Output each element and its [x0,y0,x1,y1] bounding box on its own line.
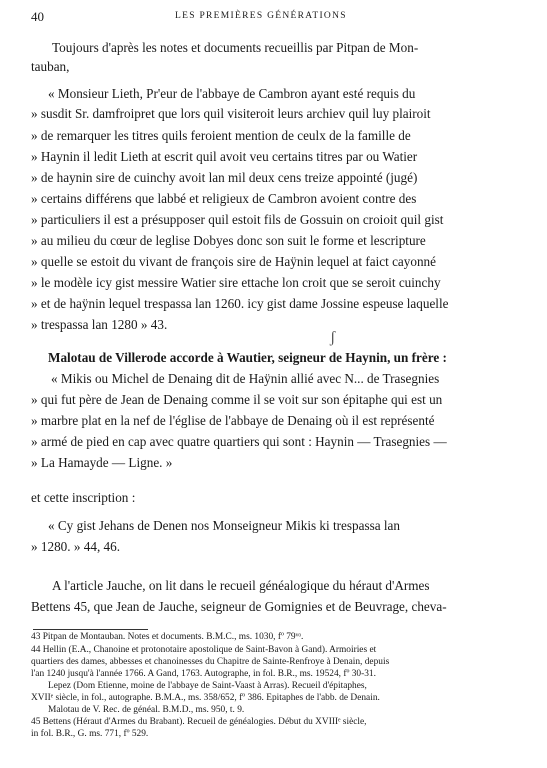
body-line: » et de haÿnin lequel trespassa lan 1260. icy gist dame Jossine espeuse laquelle [31,296,449,311]
footnote-line: l'an 1240 jusqu'à l'année 1766. A Gand, 1763. Autographe, in fol. B.R., ms. 19524, fº 30-31. [31,669,376,679]
footnote-line: Lepez (Dom Etienne, moine de l'abbaye de Saint-Vaast à Arras). Recueil d'épitaphes, [48,681,367,691]
footnote-line: Malotau de V. Rec. de généal. B.M.D., ms. 950, t. 9. [48,705,245,715]
page-number: 40 [31,9,44,24]
body-line: et cette inscription : [31,490,136,505]
body-line: A l'article Jauche, on lit dans le recueil généalogique du héraut d'Armes [52,578,430,593]
body-line: « Cy gist Jehans de Denen nos Monseigneur Mikis ki trespassa lan [48,518,400,533]
body-line: » armé de pied en cap avec quatre quartiers qui sont : Haynin — Trasegnies — [31,434,447,449]
footnote-rule [33,629,148,630]
footnote-line: 43 Pitpan de Montauban. Notes et documents. B.M.C., ms. 1030, fº 79ᵛᵒ. [31,632,304,642]
footnote-line: XVIIᵉ siècle, in fol., autographe. B.M.A., ms. 358/652, fº 386. Epitaphes de l'abb. de Denain. [31,693,380,703]
body-line: Bettens 45, que Jean de Jauche, seigneur de Gomignies et de Beuvrage, cheva- [31,599,447,614]
body-line: tauban, [31,59,70,74]
body-line: » marbre plat en la nef de l'église de l'abbaye de Denaing où il est représenté [31,413,435,428]
footnote-line: 44 Hellin (E.A., Chanoine et protonotaire apostolique de Saint-Bavon à Gand). Armoiries et [31,645,377,655]
footnote-line: quartiers des dames, abbesses et chanoinesses du Chapitre de Sainte-Renfroye à Denain, depuis [31,657,390,667]
body-line: » trespassa lan 1280 » 43. [31,317,168,332]
body-line: » le modèle icy gist messire Watier sire ettache lon croit que se seroit cuinchy [31,275,441,290]
body-line: « Mikis ou Michel de Denaing dit de Haÿnin allié avec N... de Trasegnies [51,371,440,386]
body-line: Malotau de Villerode accorde à Wautier, seigneur de Haynin, un frère : [48,350,447,365]
body-line: » Haynin il ledit Lieth at escrit quil avoit veu certains titres par ou Watier [31,149,418,164]
body-line: » 1280. » 44, 46. [31,539,121,554]
body-line: » au milieu du cœur de leglise Dobyes donc son suit le forme et lescripture [31,233,426,248]
footnote-line: 45 Bettens (Héraut d'Armes du Brabant). Recueil de généalogies. Début du XVIIIᵉ siècle, [31,717,367,727]
running-header: LES PREMIÈRES GÉNÉRATIONS [175,11,347,21]
footnote-line: in fol. B.R., G. ms. 771, fº 529. [31,729,149,739]
body-line: » susdit Sr. damfroipret que lors quil visiteroit leurs archiev quil luy plairoit [31,106,431,121]
body-line: » quelle se estoit du vivant de françois sire de Haÿnin lequel at faict cayonné [31,254,437,269]
body-line: » qui fut père de Jean de Denaing comme il se voit sur son épitaphe qui est un [31,392,443,407]
body-line: » de remarquer les titres quils feroient mention de ceulx de la famille de [31,128,411,143]
body-line: » certains différens que labbé et religieux de Cambron avoient contre des [31,191,417,206]
margin-pencil-mark: ʃ [330,329,336,346]
body-line: » La Hamayde — Ligne. » [31,455,173,470]
body-line: Toujours d'après les notes et documents recueillis par Pitpan de Mon- [52,40,419,55]
body-line: » particuliers il est a présupposer quil estoit fils de Gossuin on croioit quil gist [31,212,444,227]
body-line: » de haynin sire de cuinchy avoit lan mil deux cens treize appointé (jugé) [31,170,418,185]
body-line: « Monsieur Lieth, Pr'eur de l'abbaye de Cambron ayant esté requis du [48,86,416,101]
